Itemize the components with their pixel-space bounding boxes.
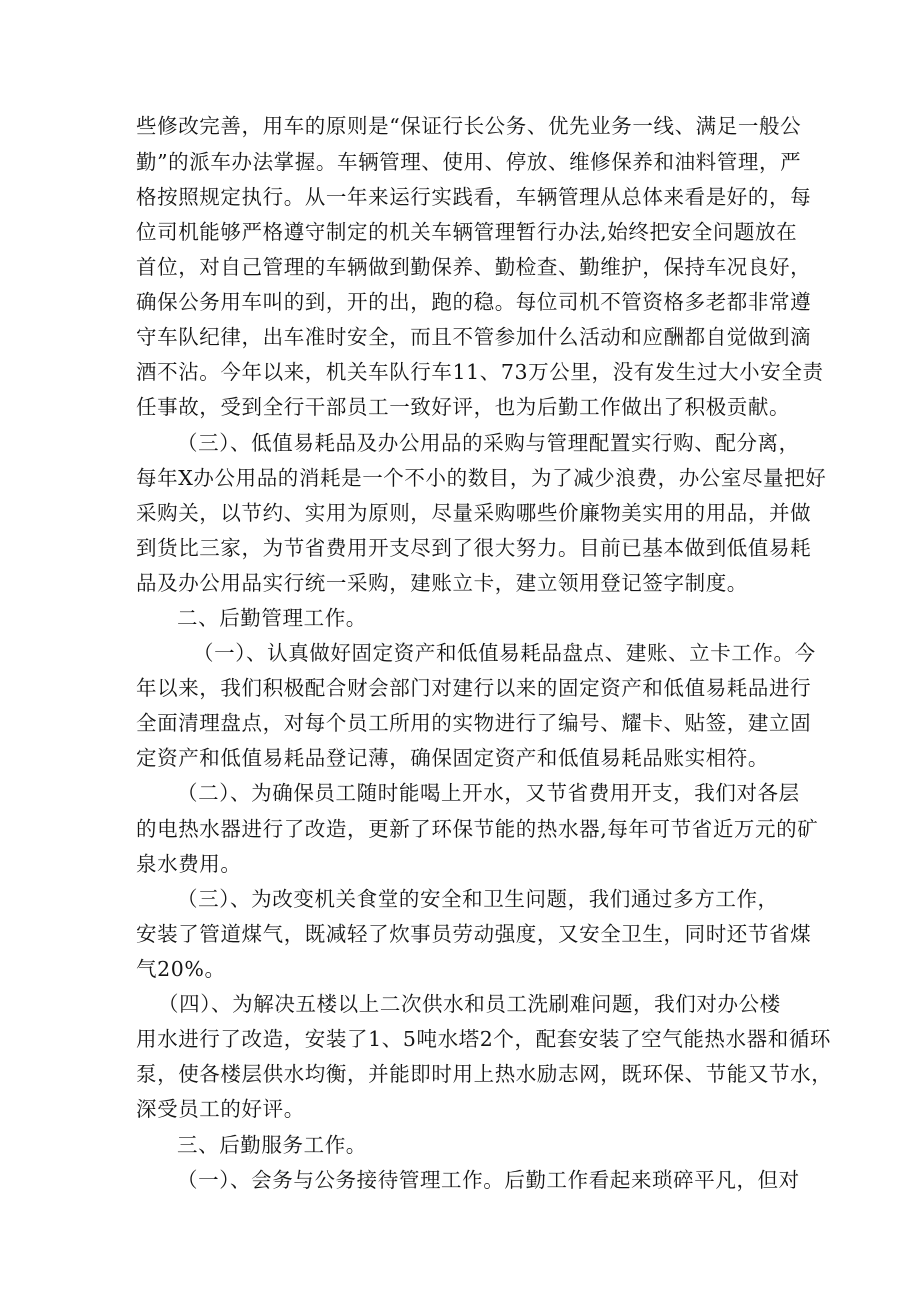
text-line: 些修改完善，用车的原则是“保证行长公务、优先业务一线、满足一般公 xyxy=(136,114,802,138)
section-heading: 三、后勤服务工作。 xyxy=(177,1133,367,1157)
text-line: 泉水费用。 xyxy=(136,852,242,876)
text-line: 品及办公用品实行统一采购，建账立卡，建立领用登记签字制度。 xyxy=(136,571,748,595)
text-line: 酒不沾。今年以来，机关车队行车11、73万公里，没有发生过大小安全责 xyxy=(136,360,824,384)
paragraph-heading: （三）、为改变机关食堂的安全和卫生问题，我们通过多方工作， xyxy=(177,887,779,911)
text-line: 定资产和低值易耗品登记薄，确保固定资产和低值易耗品账实相符。 xyxy=(136,746,769,770)
text-line: 用水进行了改造，安装了1、5吨水塔2个，配套安装了空气能热水器和循环 xyxy=(136,1027,832,1051)
text-line: 每年X办公用品的消耗是一个不小的数目，为了减少浪费，办公室尽量把好 xyxy=(136,466,827,490)
text-line: 任事故，受到全行干部员工一致好评，也为后勤工作做出了积极贡献。 xyxy=(136,395,791,419)
paragraph-heading: （四）、为解决五楼以上二次供水和员工洗刷难问题，我们对办公楼 xyxy=(158,992,781,1016)
section-heading: 二、后勤管理工作。 xyxy=(177,606,367,630)
text-line: 泵，使各楼层供水均衡，并能即时用上热水励志网，既环保、节能又节水， xyxy=(136,1062,833,1086)
text-line: 到货比三家，为节省费用开支尽到了很大努力。目前已基本做到低值易耗 xyxy=(136,536,812,560)
text-line: 全面清理盘点，对每个员工所用的实物进行了编号、耀卡、贴签，建立固 xyxy=(136,711,812,735)
text-line: 确保公务用车叫的到，开的出，跑的稳。每位司机不管资格多老都非常遵 xyxy=(136,290,812,314)
text-line: 的电热水器进行了改造，更新了环保节能的热水器,每年可节省近万元的矿 xyxy=(136,817,819,841)
text-line: 守车队纪律，出车准时安全，而且不管参加什么活动和应酬都自觉做到滴 xyxy=(136,325,812,349)
paragraph-heading: （一）、认真做好固定资产和低值易耗品盘点、建账、立卡工作。今 xyxy=(193,641,816,665)
text-line: 格按照规定执行。从一年来运行实践看，车辆管理从总体来看是好的，每 xyxy=(136,185,812,209)
paragraph-heading: （一）、会务与公务接待管理工作。后勤工作看起来琐碎平凡，但对 xyxy=(177,1168,800,1192)
text-line: 年以来，我们积极配合财会部门对建行以来的固定资产和低值易耗品进行 xyxy=(136,676,812,700)
text-line: 安装了管道煤气，既减轻了炊事员劳动强度，又安全卫生，同时还节省煤 xyxy=(136,922,812,946)
text-line: 位司机能够严格遵守制定的机关车辆管理暂行办法,始终把安全问题放在 xyxy=(136,220,798,244)
paragraph-heading: （三）、低值易耗品及办公用品的采购与管理配置实行购、配分离， xyxy=(177,431,800,455)
text-line: 气20%。 xyxy=(136,957,226,981)
text-line: 采购关，以节约、实用为原则，尽量采购哪些价廉物美实用的用品，并做 xyxy=(136,501,812,525)
text-line: 深受员工的好评。 xyxy=(136,1097,305,1121)
text-line: 勤”的派车办法掌握。车辆管理、使用、停放、维修保养和油料管理，严 xyxy=(136,150,802,174)
paragraph-heading: （二）、为确保员工随时能喝上开水，又节省费用开支，我们对各层 xyxy=(177,781,800,805)
text-line: 首位，对自己管理的车辆做到勤保养、勤检查、勤维护，保持车况良好， xyxy=(136,255,812,279)
